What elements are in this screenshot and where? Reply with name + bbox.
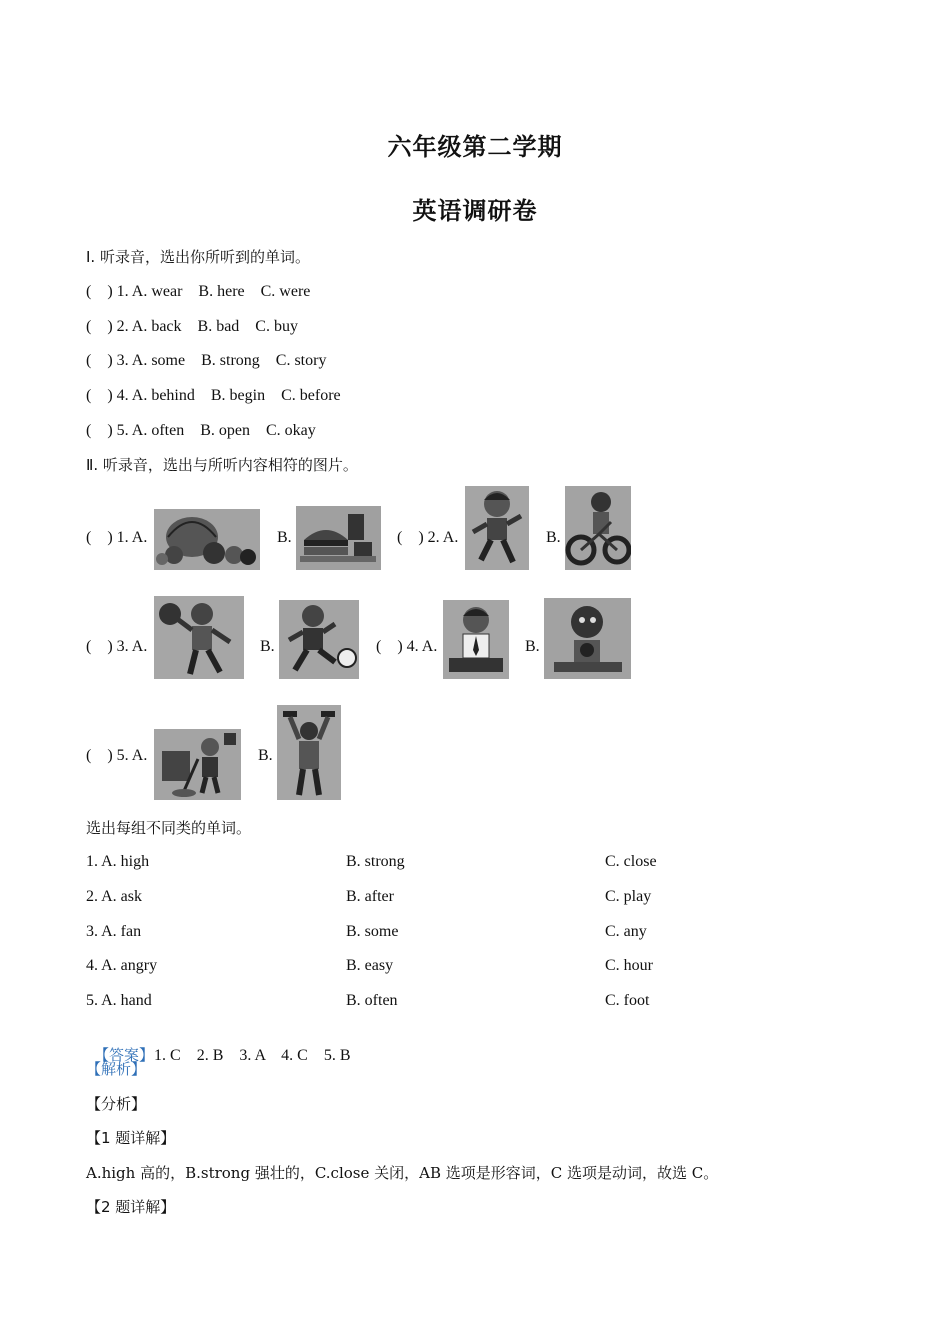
option-a: 4. A. angry <box>86 957 158 974</box>
q1-detail-text: A.high 高的，B.strong 强壮的，C.close 关闭，AB 选项是形容词，C 选项是动词，故选 C。 <box>86 1164 719 1182</box>
section2-heading: Ⅱ. 听录音，选出与所听内容相符的图片。 <box>86 456 358 474</box>
section3-heading: 选出每组不同类的单词。 <box>86 819 252 837</box>
running-boy-picture <box>465 486 529 570</box>
page-subtitle: 英语调研卷 <box>412 197 538 225</box>
reading-boy-picture <box>443 600 509 679</box>
sitting-boy-picture <box>544 598 631 679</box>
option-b: B. often <box>346 992 398 1009</box>
fruit-picture <box>154 509 260 570</box>
fenxi-heading: 【分析】 <box>86 1095 147 1113</box>
section1-item: ( ) 1. A. wear B. here C. were <box>86 283 311 300</box>
q5a-label: ( ) 5. A. <box>86 747 148 764</box>
section1-item: ( ) 2. A. back B. bad C. buy <box>86 318 298 335</box>
option-a: 3. A. fan <box>86 923 142 940</box>
q3b-label: B. <box>260 638 275 655</box>
q4b-label: B. <box>525 638 540 655</box>
section1-item: ( ) 4. A. behind B. begin C. before <box>86 387 341 404</box>
football-boy-picture <box>279 600 359 679</box>
q1b-label: B. <box>277 529 292 546</box>
section1-item: ( ) 5. A. often B. open C. okay <box>86 422 316 439</box>
option-c: C. any <box>605 923 647 940</box>
q4a-label: ( ) 4. A. <box>376 638 438 655</box>
section1-heading: Ⅰ. 听录音，选出你所听到的单词。 <box>86 248 310 266</box>
option-c: C. hour <box>605 957 653 974</box>
page-title: 六年级第二学期 <box>387 133 563 161</box>
option-b: B. some <box>346 923 399 940</box>
q1-detail-heading: 【1 题详解】 <box>86 1129 176 1147</box>
basketball-boy-picture <box>154 596 244 679</box>
q2b-label: B. <box>546 529 561 546</box>
option-a: 2. A. ask <box>86 888 142 905</box>
option-b: B. after <box>346 888 394 905</box>
dumbbell-man-picture <box>277 705 341 800</box>
section1-item: ( ) 3. A. some B. strong C. story <box>86 352 327 369</box>
sweeping-boy-picture <box>154 729 241 800</box>
q5b-label: B. <box>258 747 273 764</box>
q2a-label: ( ) 2. A. <box>397 529 459 546</box>
answer-tag: 【答案】 <box>94 1046 155 1064</box>
answer-text: 1. C 2. B 3. A 4. C 5. B <box>154 1047 351 1064</box>
analysis-tag: 【解析】 <box>86 1060 147 1078</box>
q2-detail-heading: 【2 题详解】 <box>86 1198 176 1216</box>
cycling-girl-picture <box>565 486 631 570</box>
option-a: 1. A. high <box>86 853 150 870</box>
q3a-label: ( ) 3. A. <box>86 638 148 655</box>
option-a: 5. A. hand <box>86 992 152 1009</box>
option-b: B. easy <box>346 957 394 974</box>
fast-food-picture <box>296 506 381 570</box>
option-c: C. foot <box>605 992 650 1009</box>
option-c: C. close <box>605 853 657 870</box>
q1a-label: ( ) 1. A. <box>86 529 148 546</box>
option-c: C. play <box>605 888 652 905</box>
option-b: B. strong <box>346 853 405 870</box>
